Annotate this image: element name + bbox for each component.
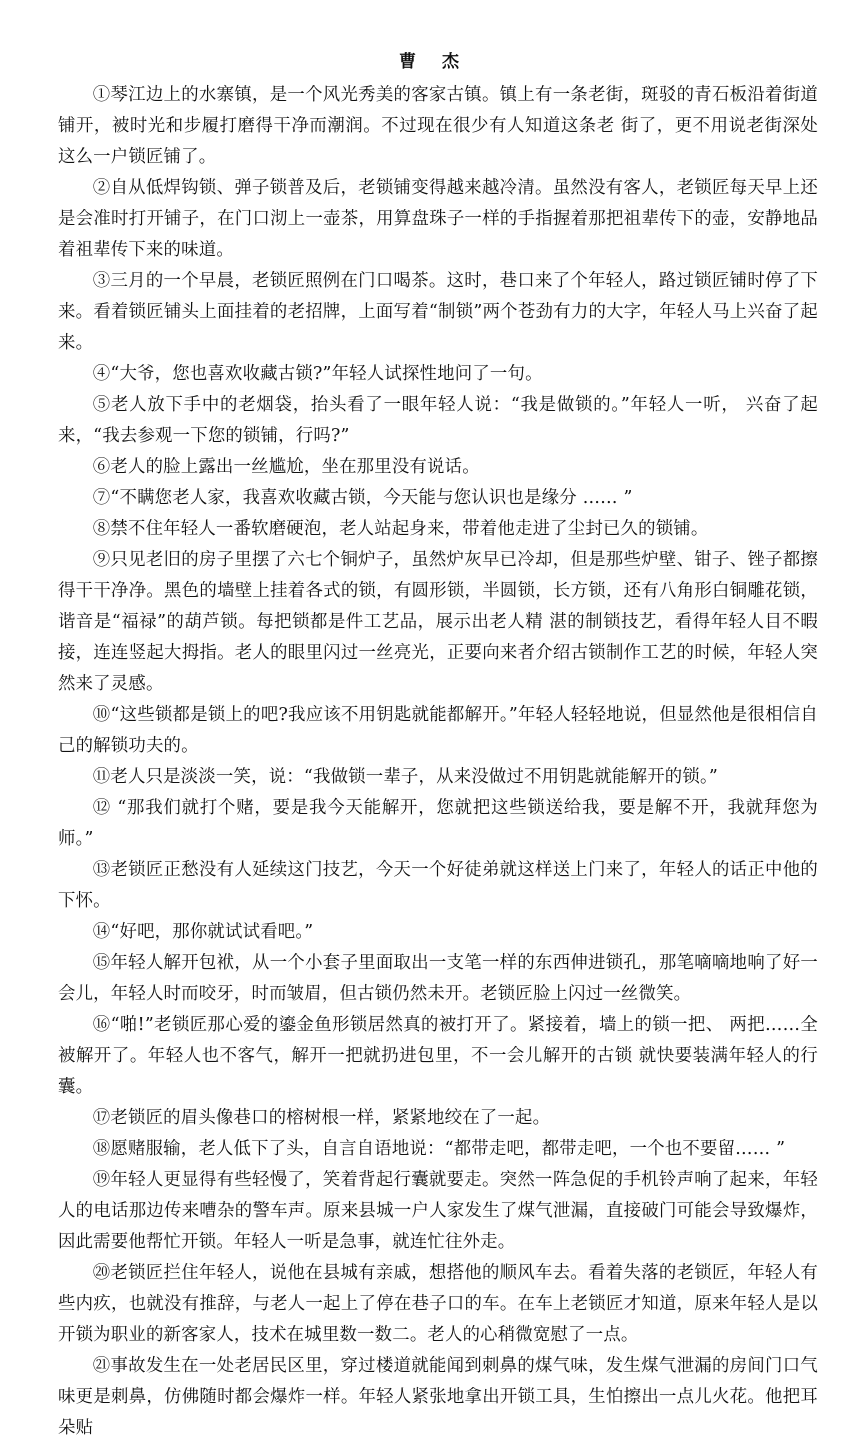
paragraph: ⑦“不瞒您老人家，我喜欢收藏古锁，今天能与您认识也是缘分 …… ”: [92, 488, 633, 508]
paragraph: ⑱愿赌服输，老人低下了头，自言自语地说：“都带走吧，都带走吧，一个也不要留…… ”: [92, 1139, 786, 1159]
paragraph: ①琴江边上的水寨镇，是一个风光秀美的客家古镇。镇上有一条老街，斑驳的青石板沿着街道铺开，被时光和步履打磨得干净而潮润。不过现在很少有人知道这条老 街了，更不用说老街深处这么一户锁匠铺了。: [58, 85, 818, 167]
paragraph: ⑩“这些锁都是锁上的吧?我应该不用钥匙就能都解开。”年轻人轻轻地说，但显然他是很相信自己的解锁功夫的。: [58, 705, 818, 756]
paragraph: ⑪老人只是淡淡一笑，说：“我做锁一辈子，从来没做过不用钥匙就能解开的锁。”: [92, 767, 718, 787]
paragraph: ⑳老锁匠拦住年轻人，说他在县城有亲戚，想搭他的顺风车去。看着失落的老锁匠，年轻人有些内疚，也就没有推辞，与老人一起上了停在巷子口的车。在车上老锁匠才知道，原来年轻人是以开锁为职业的新客家人，技术在城里数一数二。老人的心稍微宽慰了一点。: [58, 1263, 818, 1345]
paragraph: ⑨只见老旧的房子里摆了六七个铜炉子，虽然炉灰早已冷却，但是那些炉壁、钳子、锉子都擦得干干净净。黑色的墙壁上挂着各式的锁，有圆形锁，半圆锁，长方锁，还有八角形白铜雕花锁，谐音是“福禄”的葫芦锁。每把锁都是件工艺品，展示出老人精 湛的制锁技艺，看得年轻人目不暇接，连连竖起大拇指。老人的眼里闪过一丝亮光，正要向来者介绍古锁制作工艺的时候，年轻人突然来了灵感。: [58, 550, 818, 694]
paragraph: ③三月的一个早晨，老锁匠照例在门口喝茶。这时，巷口来了个年轻人，路过锁匠铺时停了下来。看着锁匠铺头上面挂着的老招牌，上面写着“制锁”两个苍劲有力的大字，年轻人马上兴奋了起来。: [58, 271, 818, 353]
paragraph: ㉑事故发生在一处老居民区里，穿过楼道就能闻到刺鼻的煤气味，发生煤气泄漏的房间门口气味更是刺鼻，仿佛随时都会爆炸一样。年轻人紧张地拿出开锁工具，生怕擦出一点儿火花。他把耳朵贴: [58, 1356, 818, 1438]
paragraph: ②自从低焊钩锁、弹子锁普及后，老锁铺变得越来越冷清。虽然没有客人，老锁匠每天早上还是会准时打开铺子，在门口沏上一壶茶，用算盘珠子一样的手指握着那把祖辈传下的壶，安静地品着祖辈传下来的味道。: [58, 178, 818, 260]
paragraph: ⑬老锁匠正愁没有人延续这门技艺，今天一个好徒弟就这样送上门来了，年轻人的话正中他的下怀。: [58, 860, 818, 911]
paragraph: ⑭“好吧，那你就试试看吧。”: [92, 922, 314, 942]
author-name: 曹 杰: [399, 52, 469, 72]
paragraph: ⑤老人放下手中的老烟袋，抬头看了一眼年轻人说：“我是做锁的。”年轻人一听， 兴奋了起来，“我去参观一下您的锁铺，行吗?”: [58, 395, 818, 446]
paragraph: ⑲年轻人更显得有些轻慢了，笑着背起行囊就要走。突然一阵急促的手机铃声响了起来，年轻人的电话那边传来嘈杂的警车声。原来县城一户人家发生了煤气泄漏，直接破门可能会导致爆炸，因此需要他帮忙开锁。年轻人一听是急事，就连忙往外走。: [58, 1170, 818, 1252]
paragraph: ⑮年轻人解开包袱，从一个小套子里面取出一支笔一样的东西伸进锁孔，那笔嘀嘀地响了好一会儿，年轻人时而咬牙，时而皱眉，但古锁仍然未开。老锁匠脸上闪过一丝微笑。: [58, 953, 818, 1004]
paragraph: ⑯“啪!”老锁匠那心爱的鎏金鱼形锁居然真的被打开了。紧接着，墙上的锁一把、 两把……全被解开了。年轻人也不客气，解开一把就扔进包里，不一会儿解开的古锁 就快要装满年轻人的行囊。: [58, 1015, 818, 1097]
paragraph: ⑥老人的脸上露出一丝尴尬，坐在那里没有说话。: [92, 457, 480, 477]
paragraph: ⑫ “那我们就打个赌，要是我今天能解开，您就把这些锁送给我，要是解不开，我就拜您为师。”: [58, 798, 818, 849]
paragraph: ⑧禁不住年轻人一番软磨硬泡，老人站起身来，带着他走进了尘封已久的锁铺。: [92, 519, 709, 539]
paragraph: ④“大爷，您也喜欢收藏古锁?”年轻人试探性地问了一句。: [92, 364, 543, 384]
paragraph: ⑰老锁匠的眉头像巷口的榕树根一样，紧紧地绞在了一起。: [92, 1108, 551, 1128]
story-body: [58, 80, 818, 1444]
